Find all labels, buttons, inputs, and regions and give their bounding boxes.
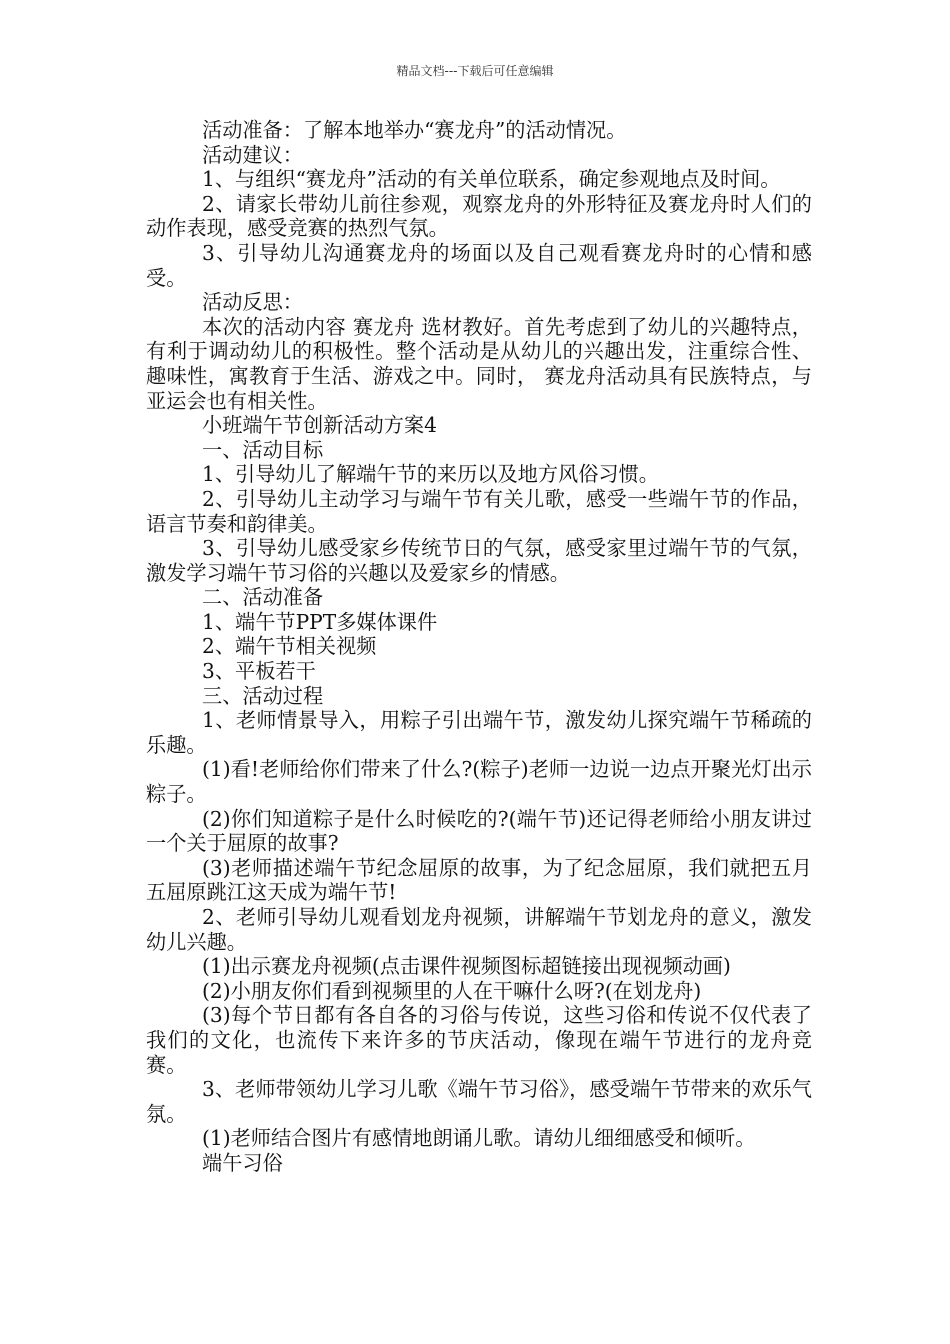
heading-process: 三、活动过程 <box>202 683 324 708</box>
paragraph-objective-3: 3、引导幼儿感受家乡传统节日的气氛，感受家里过端午节的气氛，激发学习端午节习俗的兴趣以及爱家乡的情感。 <box>146 536 812 585</box>
paragraph-reflection-body: 本次的活动内容 赛龙舟 选材教好。首先考虑到了幼儿的兴趣特点，有利于调动幼儿的积极性。整个活动是从幼儿的兴趣出发，注重综合性、趣味性，寓教育于生活、游戏之中。同时， 赛龙舟活动具有民族特点，与亚运会也有相关性。 <box>146 314 812 413</box>
paragraph-process-2-c: (3)每个节日都有各自各的习俗与传说，这些习俗和传说不仅代表了我们的文化，也流传下来许多的节庆活动，像现在端午节进行的龙舟竞赛。 <box>146 1003 812 1077</box>
paragraph-suggestion-3: 3、引导幼儿沟通赛龙舟的场面以及自己观看赛龙舟时的心情和感受。 <box>146 240 812 290</box>
paragraph-suggestion-1: 1、与组织“赛龙舟”活动的有关单位联系，确定参观地点及时间。 <box>202 167 781 192</box>
page-header: 精品文档---下载后可任意编辑 <box>396 64 554 78</box>
paragraph-objective-2: 2、引导幼儿主动学习与端午节有关儿歌，感受一些端午节的作品，语言节奏和韵律美。 <box>146 486 812 536</box>
paragraph-suggestion-2: 2、请家长带幼儿前往参观，观察龙舟的外形特征及赛龙舟时人们的动作表现，感受竞赛的热烈气氛。 <box>146 191 812 241</box>
paragraph-prep-item-2: 2、端午节相关视频 <box>202 634 377 659</box>
paragraph-process-2-b: (2)小朋友你们看到视频里的人在干嘛什么呀?(在划龙舟) <box>202 978 702 1003</box>
paragraph-process-1-a: (1)看!老师给你们带来了什么?(粽子)老师一边说一边点开聚光灯出示粽子。 <box>146 757 812 807</box>
paragraph-prep-item-3: 3、平板若干 <box>202 659 316 684</box>
paragraph-process-1: 1、老师情景导入，用粽子引出端午节，激发幼儿探究端午节稀疏的乐趣。 <box>146 708 812 757</box>
paragraph-suggestions-heading: 活动建议： <box>202 142 303 167</box>
paragraph-process-2-a: (1)出示赛龙舟视频(点击课件视频图标超链接出现视频动画) <box>202 954 731 979</box>
heading-objectives: 一、活动目标 <box>202 437 324 462</box>
document-body <box>146 118 812 1176</box>
paragraph-process-3: 3、老师带领幼儿学习儿歌《端午节习俗》，感受端午节带来的欢乐气氛。 <box>146 1077 812 1126</box>
paragraph-activity-prep: 活动准备：了解本地举办“赛龙舟”的活动情况。 <box>202 118 627 142</box>
heading-preparation: 二、活动准备 <box>202 585 324 610</box>
paragraph-objective-1: 1、引导幼儿了解端午节的来历以及地方风俗习惯。 <box>202 462 659 487</box>
paragraph-prep-item-1: 1、端午节PPT多媒体课件 <box>202 609 438 634</box>
paragraph-process-1-c: (3)老师描述端午节纪念屈原的故事，为了纪念屈原，我们就把五月五屈原跳江这天成为端午节! <box>146 855 812 905</box>
paragraph-reflection-heading: 活动反思： <box>202 290 303 315</box>
paragraph-process-2: 2、老师引导幼儿观看划龙舟视频，讲解端午节划龙舟的意义，激发幼儿兴趣。 <box>146 905 812 954</box>
paragraph-process-3-a: (1)老师结合图片有感情地朗诵儿歌。请幼儿细细感受和倾听。 <box>202 1126 756 1151</box>
heading-duanwu-customs: 端午习俗 <box>202 1150 283 1175</box>
paragraph-process-1-b: (2)你们知道粽子是什么时候吃的?(端午节)还记得老师给小朋友讲过一个关于屈原的故事? <box>146 806 812 856</box>
section-title-plan-4: 小班端午节创新活动方案4 <box>202 413 437 438</box>
